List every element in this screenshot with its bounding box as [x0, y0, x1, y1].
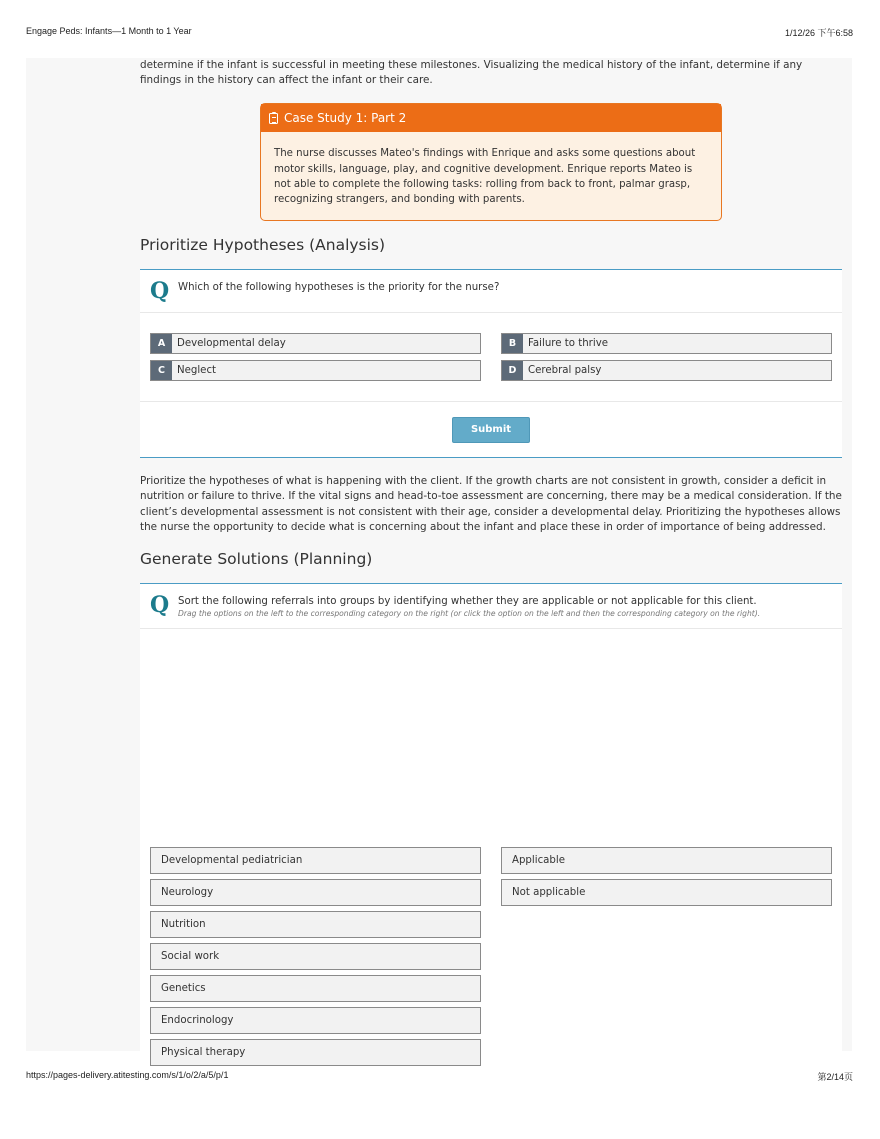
print-header — [26, 26, 853, 40]
question-q-icon: Q — [150, 592, 170, 619]
option-d[interactable] — [501, 360, 832, 381]
intro-paragraph: determine if the infant is successful in meeting these milestones. Visualizing the medical history of the infant, determine if any findings in the history can affect the infant or their care. — [140, 59, 803, 87]
option-label: Developmental delay — [177, 338, 286, 350]
option-letter: B — [502, 334, 523, 353]
referral-options-column — [150, 847, 481, 1066]
category-applicable[interactable]: Applicable — [501, 847, 832, 874]
case-study-card — [260, 103, 722, 221]
question-text: Sort the following referrals into groups by identifying whether they are applicable or not applicable for this client. — [178, 596, 757, 608]
referral-option[interactable]: Neurology — [150, 879, 481, 906]
print-title: Engage Peds: Infants—1 Month to 1 Year — [26, 26, 192, 36]
option-a[interactable] — [150, 333, 481, 354]
option-c[interactable] — [150, 360, 481, 381]
case-study-header — [261, 104, 721, 132]
question-hint: Drag the options on the left to the corresponding category on the right (or click the option on the left and then the corresponding category on the right). — [178, 609, 761, 619]
option-letter: A — [151, 334, 172, 353]
question-row — [140, 584, 842, 629]
print-url: https://pages-delivery.atitesting.com/s/1/o/2/a/5/p/1 — [26, 1070, 229, 1080]
option-label: Failure to thrive — [528, 338, 608, 350]
prioritize-explanation: Prioritize the hypotheses of what is happening with the client. If the growth charts are not consistent in growth, consider a deficit in nutrition or failure to thrive. If the vital signs and head-to-toe assessment are concerning, there may be a medical consideration. If the client’s developmental assessment is not consistent with their age, consider a developmental delay. Prioritizing the hypotheses allows the nurse the opportunity to decide what is concerning about the infant and place these in order of importance of being addressed. — [140, 475, 842, 533]
submit-row — [140, 402, 842, 458]
referral-option[interactable]: Endocrinology — [150, 1007, 481, 1034]
drop-zone — [140, 629, 842, 847]
content-column — [140, 58, 842, 1066]
clipboard-icon — [269, 113, 278, 124]
option-letter: C — [151, 361, 172, 380]
category-column — [501, 847, 832, 1066]
answer-options — [140, 313, 842, 402]
prioritize-question-panel — [140, 269, 842, 458]
generate-question-panel — [140, 583, 842, 1066]
print-footer — [26, 1070, 853, 1084]
page-content — [26, 58, 852, 1059]
case-study-title: Case Study 1: Part 2 — [284, 111, 407, 126]
sort-area — [140, 847, 842, 1066]
category-not-applicable[interactable]: Not applicable — [501, 879, 832, 906]
submit-button[interactable]: Submit — [452, 417, 530, 443]
generate-heading: Generate Solutions (Planning) — [140, 550, 373, 569]
referral-option[interactable]: Nutrition — [150, 911, 481, 938]
referral-option[interactable]: Developmental pediatrician — [150, 847, 481, 874]
question-q-icon: Q — [150, 278, 170, 305]
referral-option[interactable]: Genetics — [150, 975, 481, 1002]
prioritize-heading: Prioritize Hypotheses (Analysis) — [140, 236, 386, 255]
referral-option[interactable]: Social work — [150, 943, 481, 970]
option-b[interactable] — [501, 333, 832, 354]
referral-option[interactable]: Physical therapy — [150, 1039, 481, 1066]
option-letter: D — [502, 361, 523, 380]
option-label: Neglect — [177, 365, 217, 377]
print-page-number: 第2/14页 — [817, 1072, 853, 1082]
case-study-body: The nurse discusses Mateo's findings with Enrique and asks some questions about motor skills, language, play, and cognitive development. Enrique reports Mateo is not able to complete the following tasks: rolling from back to front, palmar grasp, recognizing strangers, and bonding with parents. — [274, 148, 696, 206]
print-datetime: 1/12/26 下午6:58 — [784, 28, 853, 38]
question-row — [140, 270, 842, 313]
question-text: Which of the following hypotheses is the priority for the nurse? — [178, 282, 500, 294]
option-label: Cerebral palsy — [528, 365, 602, 377]
